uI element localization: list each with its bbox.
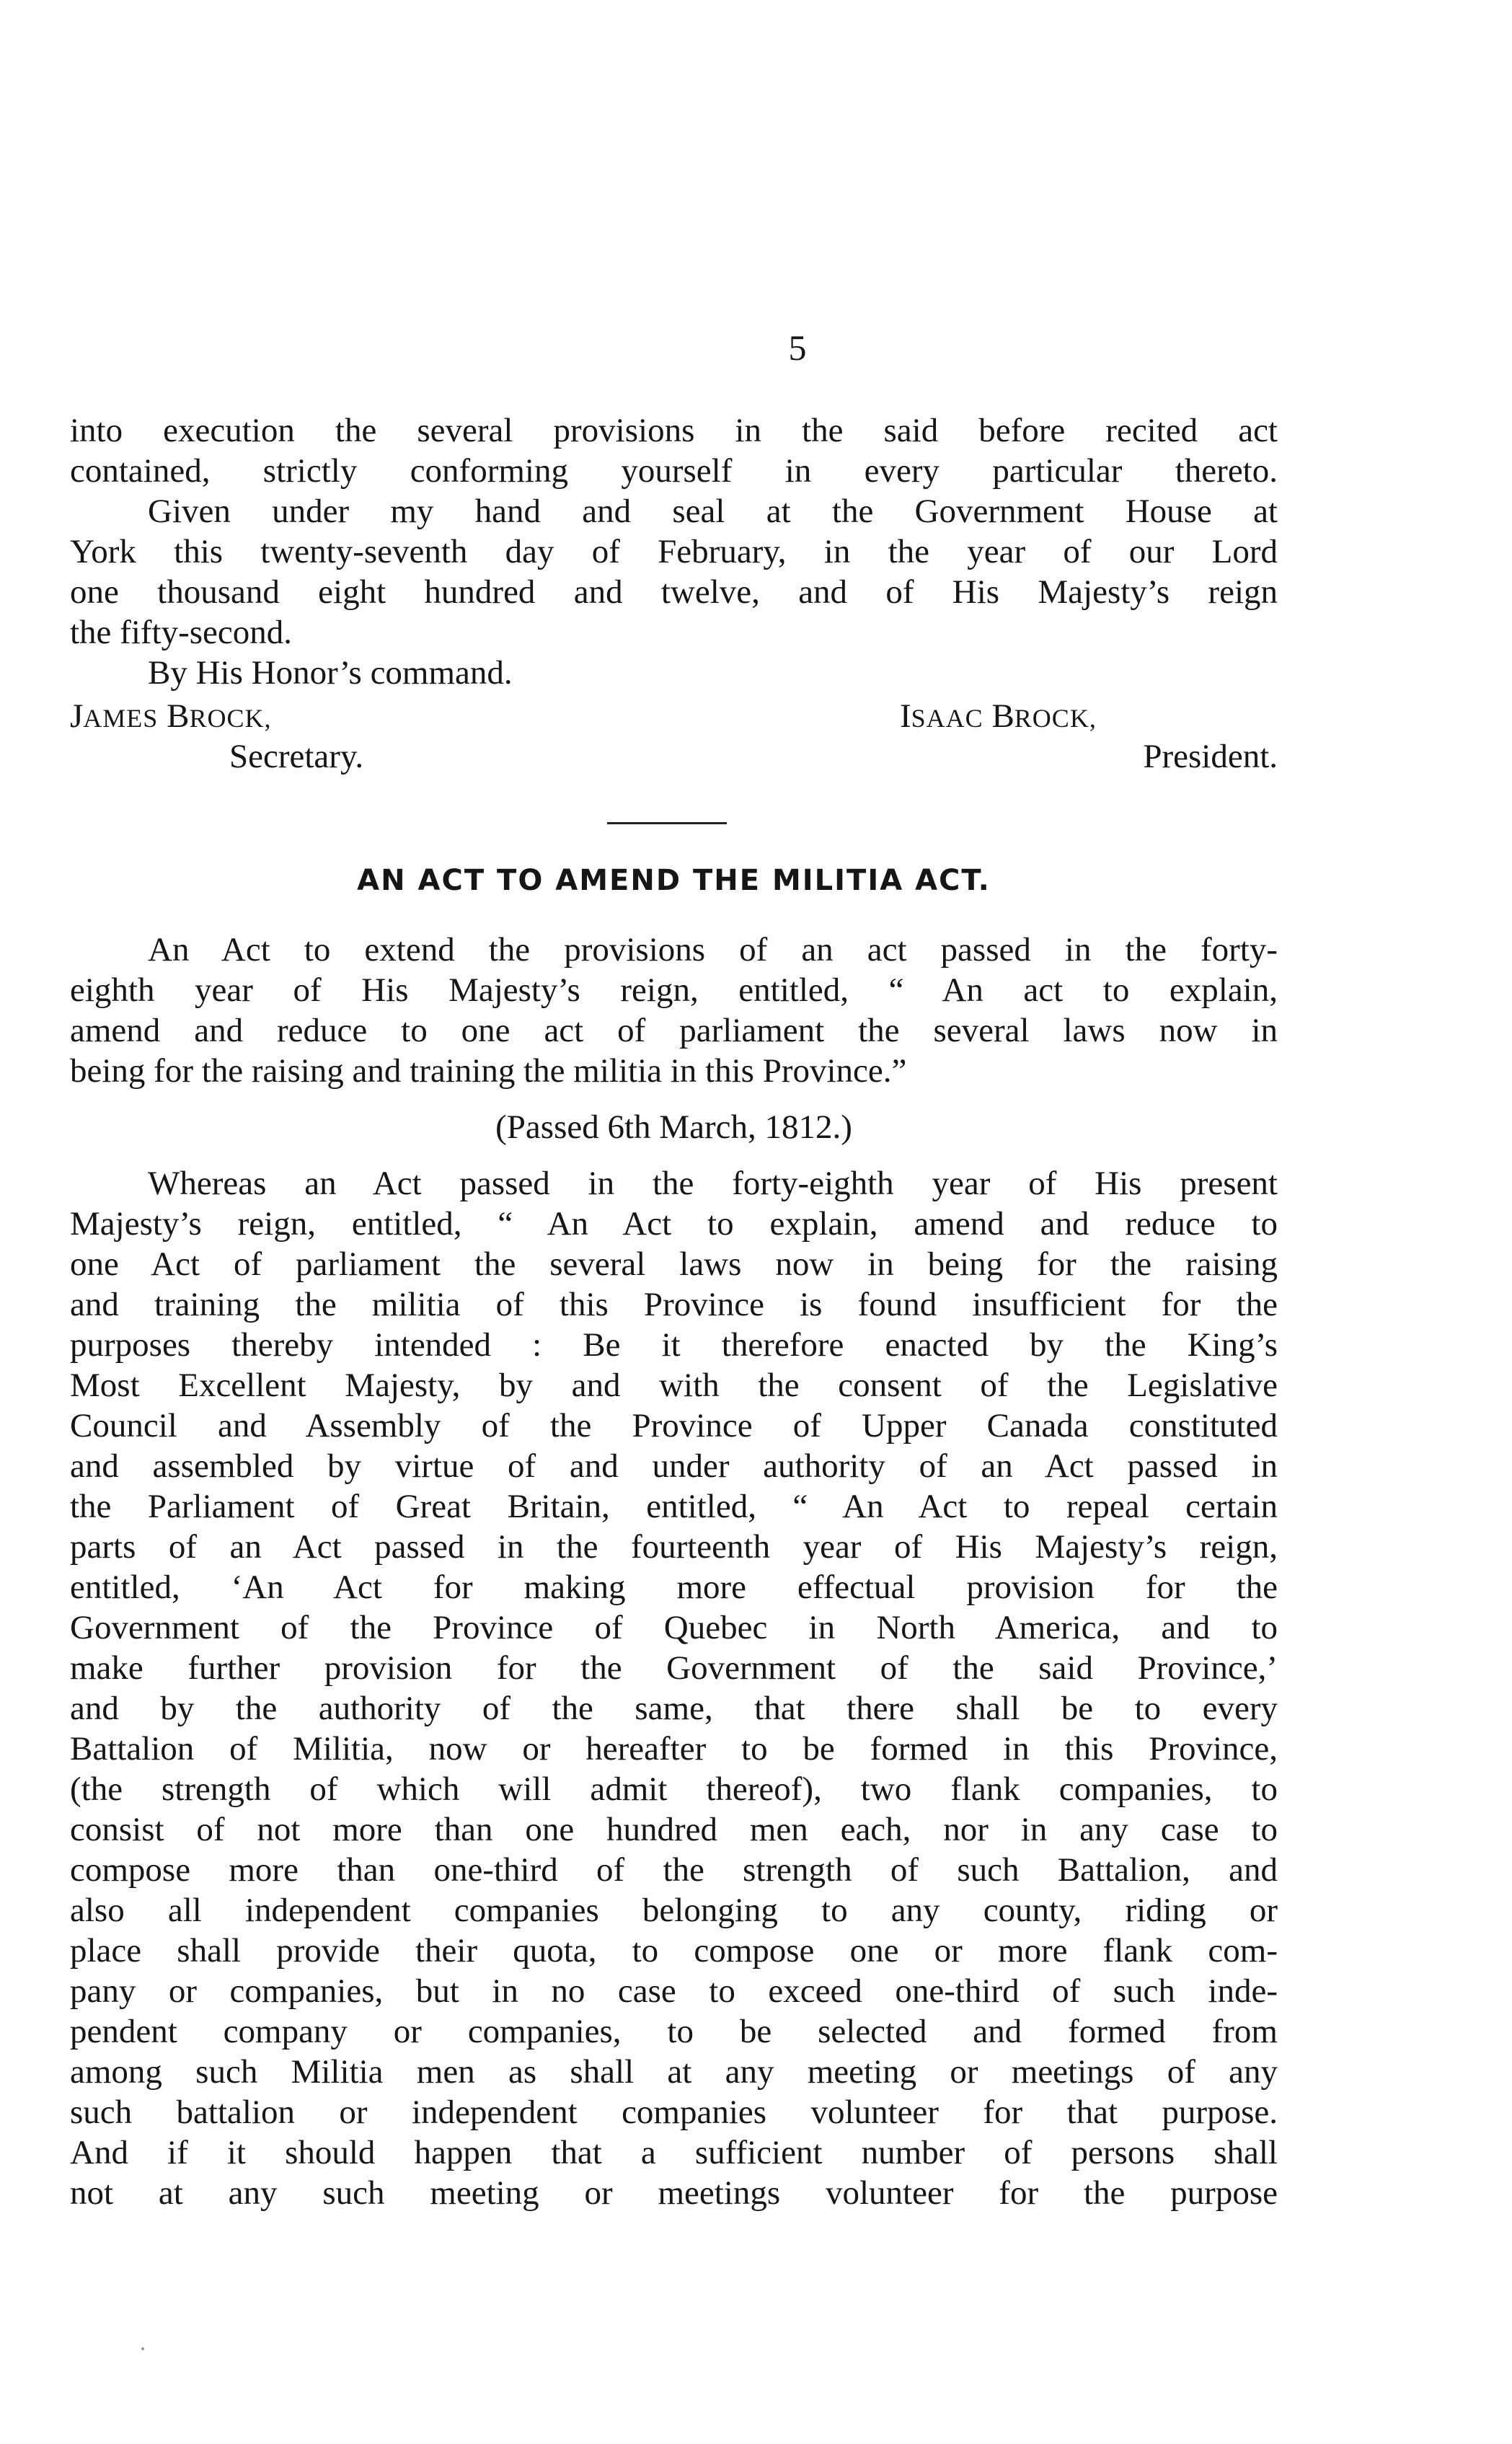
body-line: entitled, ‘An Act for making more effectual provision for the — [70, 1569, 1278, 1606]
proclamation-line: contained, strictly conforming yourself in every particular thereto. — [70, 452, 1278, 490]
signature-left-name: JAMES BROCK, — [70, 697, 272, 735]
body-line: purposes thereby intended : Be it therefore enacted by the King’s — [70, 1326, 1278, 1364]
body-line: Council and Assembly of the Province of Upper Canada constituted — [70, 1407, 1278, 1444]
passed-date: (Passed 6th March, 1812.) — [495, 1108, 852, 1146]
signature-right-title: President. — [1143, 738, 1278, 775]
body-line: (the strength of which will admit thereof), two flank companies, to — [70, 1770, 1278, 1808]
body-line: compose more than one-third of the strength of such Battalion, and — [70, 1851, 1278, 1889]
body-line: pendent company or companies, to be selected and formed from — [70, 2013, 1278, 2050]
body-line: such battalion or independent companies volunteer for that purpose. — [70, 2094, 1278, 2131]
body-line: Whereas an Act passed in the forty-eighth year of His present — [148, 1165, 1278, 1202]
proclamation-line: Given under my hand and seal at the Government House at — [148, 493, 1278, 530]
proclamation-line: the fifty-second. — [70, 614, 293, 651]
signature-right-name: ISAAC BROCK, — [900, 697, 1097, 735]
body-line: and by the authority of the same, that there shall be to every — [70, 1690, 1278, 1727]
body-line: Battalion of Militia, now or hereafter to be formed in this Province, — [70, 1730, 1278, 1768]
act-summary-line: being for the raising and training the militia in this Province.” — [70, 1052, 907, 1090]
act-summary-line: eighth year of His Majesty’s reign, entitled, “ An act to explain, — [70, 971, 1278, 1009]
signature-left-title: Secretary. — [229, 738, 364, 775]
page-number: 5 — [788, 327, 807, 368]
body-line: Government of the Province of Quebec in North America, and to — [70, 1609, 1278, 1646]
body-line: also all independent companies belonging to any county, riding or — [70, 1892, 1278, 1929]
body-line: Most Excellent Majesty, by and with the consent of the Legislative — [70, 1367, 1278, 1404]
proclamation-line: into execution the several provisions in the said before recited act — [70, 412, 1278, 449]
body-line: pany or companies, but in no case to exceed one-third of such inde- — [70, 1972, 1278, 2010]
body-line: consist of not more than one hundred men each, nor in any case to — [70, 1811, 1278, 1848]
body-line: parts of an Act passed in the fourteenth year of His Majesty’s reign, — [70, 1528, 1278, 1566]
body-line: And if it should happen that a sufficient number of persons shall — [70, 2134, 1278, 2171]
act-summary-line: amend and reduce to one act of parliament the several laws now in — [70, 1012, 1278, 1049]
body-line: place shall provide their quota, to compose one or more flank com- — [70, 1932, 1278, 1969]
proclamation-line: one thousand eight hundred and twelve, and of His Majesty’s reign — [70, 573, 1278, 611]
body-line: not at any such meeting or meetings volunteer for the purpose — [70, 2174, 1278, 2212]
body-line: the Parliament of Great Britain, entitled, “ An Act to repeal certain — [70, 1488, 1278, 1525]
body-line: make further provision for the Government of the said Province,’ — [70, 1649, 1278, 1687]
act-summary-line: An Act to extend the provisions of an act passed in the forty- — [148, 931, 1278, 969]
proclamation-line: By His Honor’s command. — [148, 654, 513, 692]
body-line: Majesty’s reign, entitled, “ An Act to explain, amend and reduce to — [70, 1205, 1278, 1243]
body-line: and training the militia of this Province is found insufficient for the — [70, 1286, 1278, 1323]
body-line: one Act of parliament the several laws now in being for the raising — [70, 1245, 1278, 1283]
proclamation-line: York this twenty-seventh day of February, in the year of our Lord — [70, 533, 1278, 570]
body-line: and assembled by virtue of and under authority of an Act passed in — [70, 1447, 1278, 1485]
scan-speck — [141, 2347, 144, 2350]
act-heading: AN ACT TO AMEND THE MILITIA ACT. — [357, 864, 991, 897]
section-divider — [607, 822, 727, 824]
body-line: among such Militia men as shall at any meeting or meetings of any — [70, 2053, 1278, 2091]
